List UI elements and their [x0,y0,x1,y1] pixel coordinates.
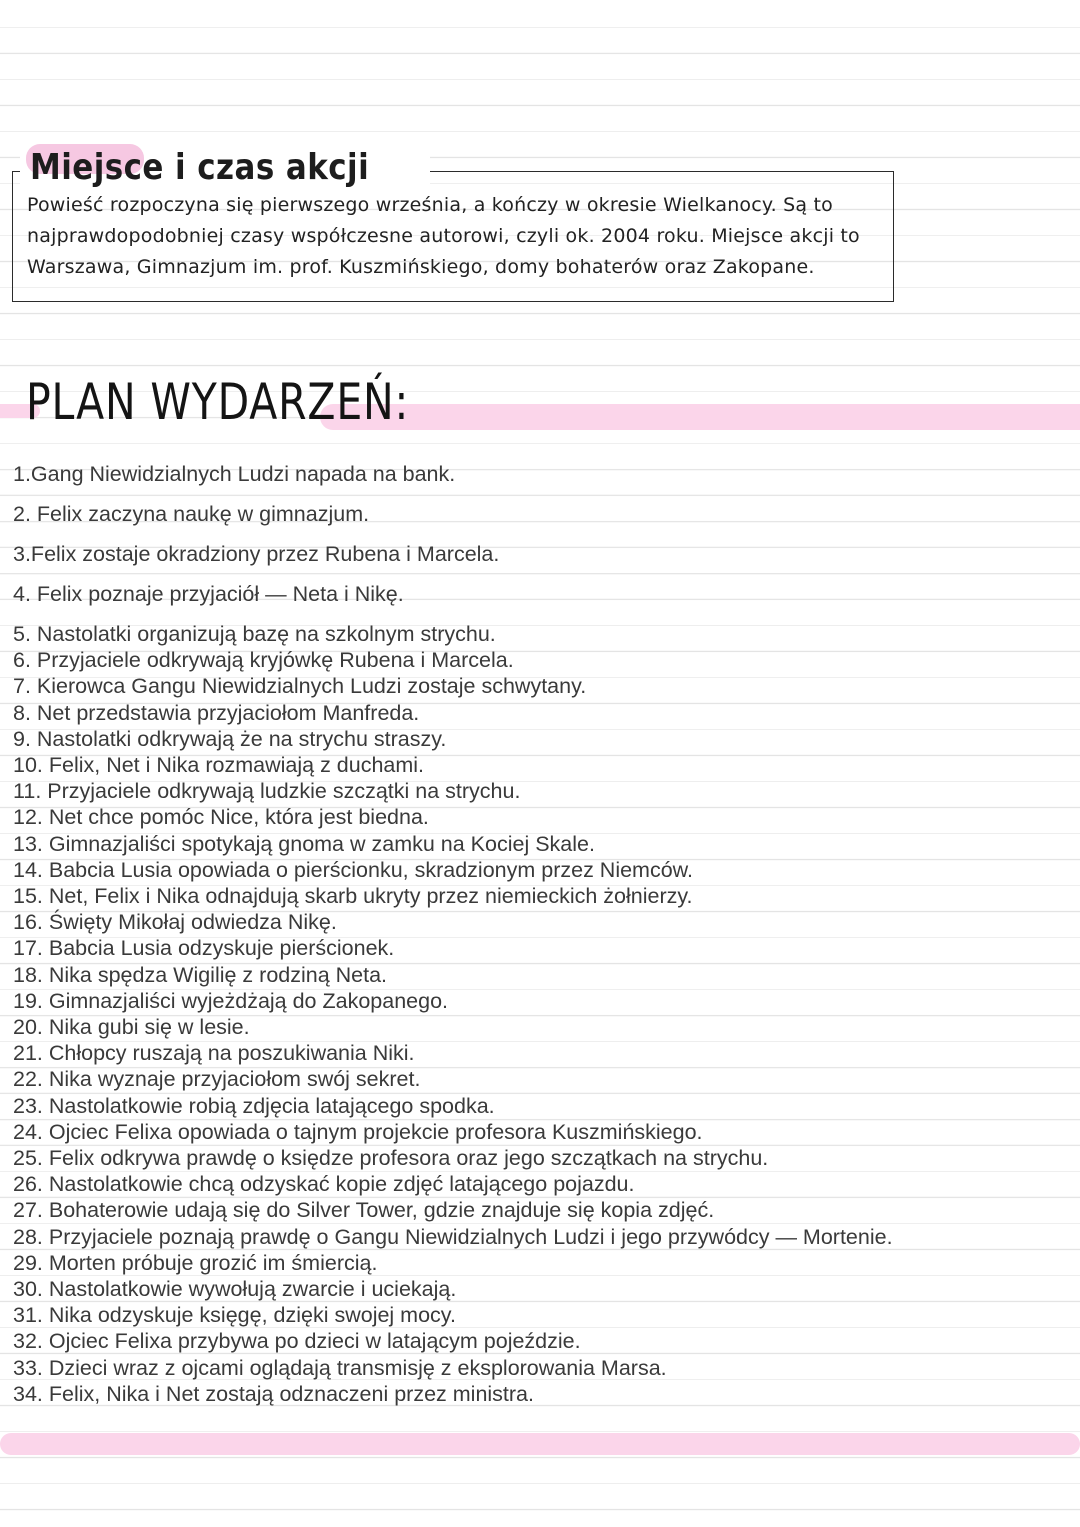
bottom-highlight-band [0,1433,1080,1455]
place-time-line: Warszawa, Gimnazjum im. prof. Kuszmińskiego, domy bohaterów oraz Zakopane. [27,256,815,278]
plan-item: 11. Przyjaciele odkrywają ludzkie szczątki na strychu. [13,779,521,804]
plan-item: 23. Nastolatkowie robią zdjęcia latającego spodka. [13,1093,495,1118]
place-time-text [27,190,887,283]
plan-item: 2. Felix zaczyna naukę w gimnazjum. [13,502,370,526]
plan-item: 7. Kierowca Gangu Niewidzialnych Ludzi zostaje schwytany. [13,674,587,699]
plan-item: 9. Nastolatki odkrywają że na strychu straszy. [13,726,447,751]
place-time-line: Powieść rozpoczyna się pierwszego września, a kończy w okresie Wielkanocy. Są to [27,194,833,216]
plan-item: 17. Babcia Lusia odzyskuje pierścionek. [13,936,395,961]
plan-item: 6. Przyjaciele odkrywają kryjówkę Rubena i Marcela. [13,648,514,673]
place-time-title: Miejsce i czas akcji [30,147,370,188]
plan-item: 3.Felix zostaje okradziony przez Rubena i Marcela. [13,542,500,566]
plan-item: 24. Ojciec Felixa opowiada o tajnym projekcie profesora Kuszmińskiego. [13,1119,703,1144]
plan-item: 12. Net chce pomóc Nice, która jest biedna. [13,805,429,830]
plan-item: 13. Gimnazjaliści spotykają gnoma w zamku na Kociej Skale. [13,831,595,856]
plan-title: PLAN WYDARZEŃ: [26,373,410,431]
plan-item: 18. Nika spędza Wigilię z rodziną Neta. [13,962,388,987]
plan-item: 5. Nastolatki organizują bazę na szkolnym strychu. [13,622,496,646]
plan-item: 20. Nika gubi się w lesie. [13,1015,250,1039]
plan-item: 33. Dzieci wraz z ojcami oglądają transmisję z eksplorowania Marsa. [13,1355,667,1380]
plan-item: 22. Nika wyznaje przyjaciołom swój sekret. [13,1067,421,1092]
place-time-title-wrap [20,140,430,196]
plan-item: 29. Morten próbuje grozić im śmiercią. [13,1250,378,1275]
plan-item: 8. Net przedstawia przyjaciołom Manfreda. [13,700,420,725]
plan-item: 25. Felix odkrywa prawdę o księdze profesora oraz jego szczątkach na strychu. [13,1146,769,1170]
plan-item: 10. Felix, Net i Nika rozmawiają z duchami. [13,753,425,777]
plan-item: 30. Nastolatkowie wywołują zwarcie i uciekają. [13,1277,457,1301]
plan-highlight-band [320,404,1080,430]
plan-item: 4. Felix poznaje przyjaciół — Neta i Nikę. [13,582,404,606]
plan-item: 26. Nastolatkowie chcą odzyskać kopie zdjęć latającego pojazdu. [13,1172,635,1197]
plan-item: 15. Net, Felix i Nika odnajdują skarb ukryty przez niemieckich żołnierzy. [13,884,693,908]
plan-item: 27. Bohaterowie udają się do Silver Tower, gdzie znajduje się kopia zdjęć. [13,1198,715,1223]
plan-item: 21. Chłopcy ruszają na poszukiwania Niki. [13,1041,415,1066]
plan-item: 16. Święty Mikołaj odwiedza Nikę. [13,910,337,935]
plan-item: 28. Przyjaciele poznają prawdę o Gangu Niewidzialnych Ludzi i jego przywódcy — Mortenie. [13,1224,893,1249]
plan-item: 31. Nika odzyskuje księgę, dzięki swojej mocy. [13,1303,456,1328]
plan-item: 1.Gang Niewidzialnych Ludzi napada na bank. [13,462,456,486]
plan-item: 34. Felix, Nika i Net zostają odznaczeni przez ministra. [13,1381,534,1406]
plan-item: 14. Babcia Lusia opowiada o pierścionku, skradzionym przez Niemców. [13,857,693,882]
place-time-line: najprawdopodobniej czasy współczesne autorowi, czyli ok. 2004 roku. Miejsce akcji to [27,225,860,247]
plan-item: 32. Ojciec Felixa przybywa po dzieci w latającym pojeździe. [13,1329,581,1354]
plan-item: 19. Gimnazjaliści wyjeżdżają do Zakopanego. [13,988,449,1013]
